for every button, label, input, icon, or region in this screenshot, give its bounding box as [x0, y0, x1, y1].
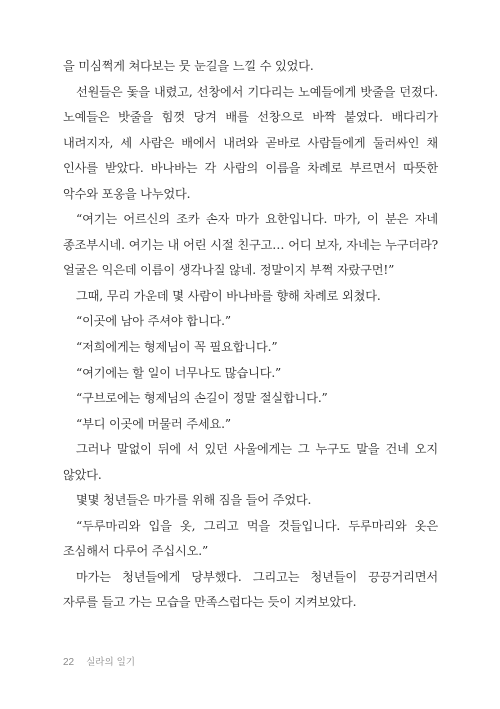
paragraph: “여기는 어르신의 조카 손자 마가 요한입니다. 마가, 이 분은 자네 종조부시네. 여기는 내 어린 시절 친구고… 어디 보자, 자네는 누구더라? 얼굴은 익은데 이름이 생각나질 않네. 정말이지 부쩍 자랐구먼!” [63, 212, 438, 278]
page-number: 22 [63, 657, 75, 668]
paragraph: “여기에는 할 일이 너무나도 많습니다.” [76, 365, 282, 380]
body-text [63, 54, 438, 616]
paragraph: 선원들은 돛을 내렸고, 선창에서 기다리는 노예들에게 밧줄을 던졌다. 노예들은 밧줄을 힘껏 당겨 배를 선창으로 바짝 붙였다. 배다리가 내려지자, 세 사람은 배에서 내려와 곧바로 사람들에게 둘러싸인 채 인사를 받았다. 바나바는 각 사람의 이름을 차례로 부르면서 따뜻한 악수와 포옹을 나누었다. [63, 84, 438, 201]
paragraph: “이곳에 남아 주셔야 합니다.” [76, 314, 231, 329]
paragraph: “저희에게는 형제님이 꼭 필요합니다.” [76, 340, 278, 355]
paragraph: 몇몇 청년들은 마가를 위해 짐을 들어 주었다. [76, 493, 312, 508]
paragraph: 을 미심쩍게 쳐다보는 뭇 눈길을 느낄 수 있었다. [63, 59, 314, 73]
paragraph: “구브로에는 형제님의 손길이 정말 절실합니다.” [76, 391, 328, 406]
paragraph: “두루마리와 입을 옷, 그리고 먹을 것들입니다. 두루마리와 옷은 조심해서 다루어 주십시오.” [63, 518, 438, 559]
paragraph: 그때, 무리 가운데 몇 사람이 바나바를 향해 차례로 외쳤다. [76, 288, 381, 303]
page-footer [63, 654, 135, 670]
paragraph: 그러나 말없이 뒤에 서 있던 사울에게는 그 누구도 말을 건네 오지 않았다. [63, 442, 438, 482]
running-title: 실라의 일기 [86, 657, 136, 668]
paragraph: “부디 이곳에 머물러 주세요.” [76, 416, 231, 431]
paragraph: 마가는 청년들에게 당부했다. 그리고는 청년들이 끙끙거리면서 자루를 들고 가는 모습을 만족스럽다는 듯이 지켜보았다. [63, 569, 438, 610]
